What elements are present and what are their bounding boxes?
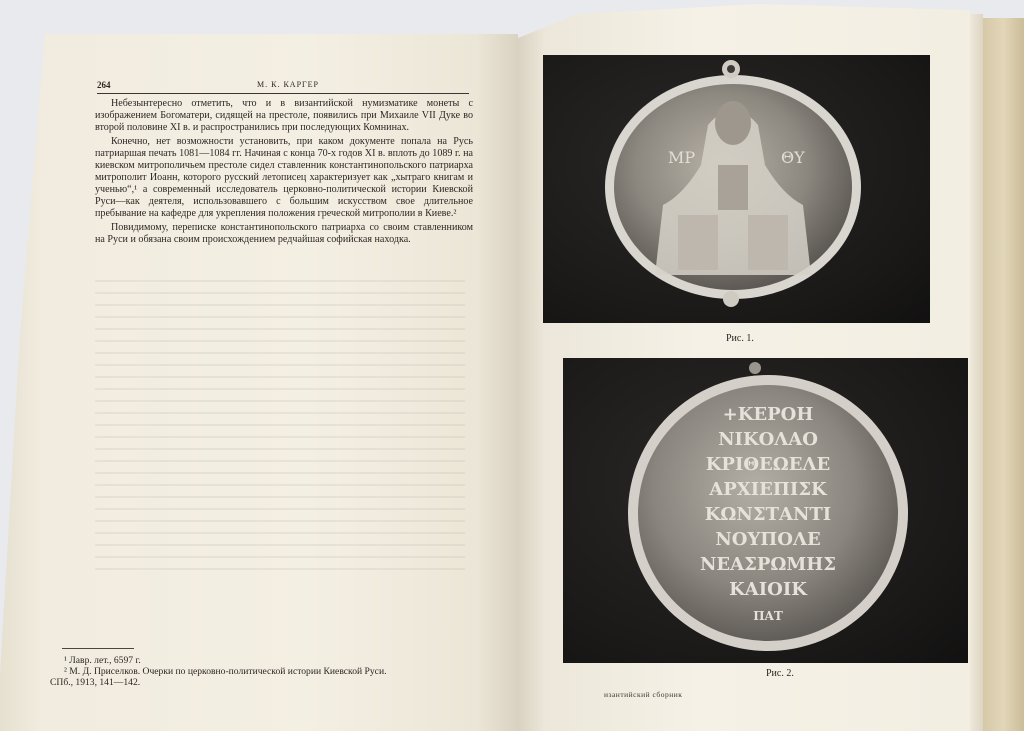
signature-mark: изантийский сборник (604, 690, 683, 699)
running-head-author: М. К. КАРГЕР (257, 80, 319, 89)
book-page-edges (983, 18, 1024, 731)
footnote-1: ¹ Лавр. лет., 6597 г. (64, 655, 141, 666)
seal-2-line-4: ΑΡΧΙΕΠΙΣΚ (709, 479, 827, 500)
footnote-rule (62, 648, 134, 649)
seal-2-line-2: ΝΙΚΟΛΑΟ (718, 429, 818, 450)
figure-1-caption: Рис. 1. (726, 333, 754, 344)
figure-2-photo (563, 358, 968, 663)
footnote-2-cont: СПб., 1913, 141—142. (50, 677, 141, 688)
footnote-2: ² М. Д. Приселков. Очерки по церковно-политической истории Киевской Руси. (64, 666, 387, 677)
seal-2-line-7: ΝΕΑΣΡΩΜΗΣ (699, 554, 837, 575)
show-through-text (95, 280, 465, 580)
seal-2-line-8: ΚΑΙΟΙΚ (729, 579, 807, 600)
figure-1-photo (543, 55, 930, 323)
body-text (95, 98, 473, 248)
seal-2-line-9: ΠΑΤ (753, 609, 783, 623)
seal-2-line-5: ΚΩΝΣΤΑΝΤΙ (704, 504, 832, 525)
running-head (97, 79, 469, 94)
paragraph-2: Конечно, нет возможности установить, при каком документе попала на Русь патриаршая печать 1081—1084 гг. Начиная с конца 70-х годов XI в. вплоть до 1089 г. на киевском митрополичьем престоле сидел ставленник константинопольского патриарха митрополит Иоанн, которого русский летописец характеризует как „хытраго книгам и ученью“,¹ а современный исследователь церковно-политической истории Киевской Руси—как деятеля, использовавшего с большим искусством свое длительное пребывание на кафедре для укрепления положения греческой митрополии в Киеве.² (95, 136, 473, 219)
seal-2-line-1: +ΚΕΡΟΗ (722, 404, 814, 425)
paragraph-1: Небезынтересно отметить, что и в византийской нумизматике монеты с изображением Богоматери, сидящей на престоле, появились при Михаиле VII Дуке во второй половине XI в. и распространились при последующих Комнинах. (95, 98, 473, 133)
seal-2-line-3: ΚΡΙΘΕΩΕΛΕ (705, 454, 831, 475)
seal-1-monogram-left: МР (668, 148, 696, 167)
seal-1-image (543, 55, 930, 323)
figure-2-caption: Рис. 2. (766, 668, 794, 679)
footnotes (50, 655, 490, 688)
page-number: 264 (97, 80, 111, 90)
seal-2-image (563, 358, 968, 663)
paragraph-3: Повидимому, переписке константинопольского патриарха со своим ставленником на Руси и обязана своим происхождением редчайшая софийская находка. (95, 222, 473, 245)
seal-2-line-6: ΝΟΥΠΟΛΕ (715, 529, 821, 550)
seal-1-monogram-right: ΘΥ (781, 148, 805, 167)
